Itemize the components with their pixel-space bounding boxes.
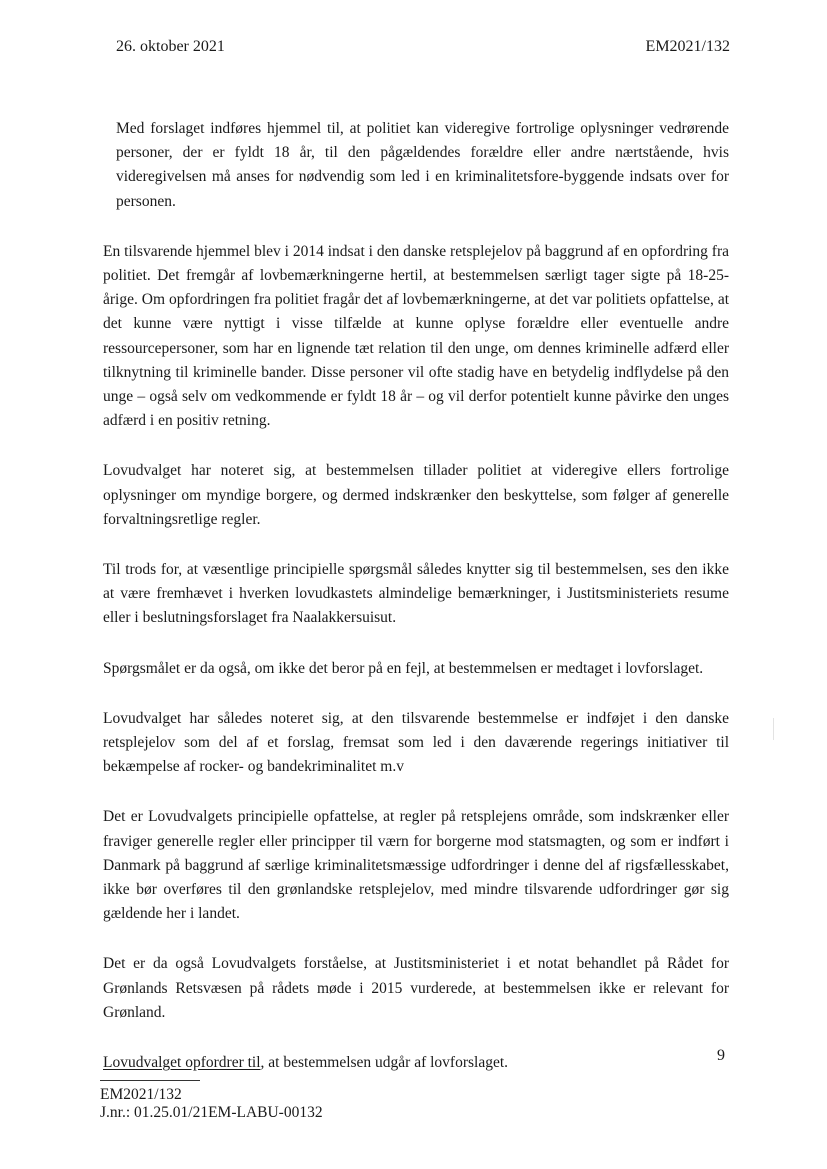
- header-document-id: EM2021/132: [645, 38, 730, 55]
- document-body: [103, 117, 729, 1101]
- paragraph-6: Lovudvalget har således noteret sig, at den tilsvarende bestemmelse er indføjet i den danske retsplejelov som del af et forslag, fremsat som led i den daværende regerings initiativer til bekæmpelse af rocker- og bandekriminalitet m.v: [103, 709, 729, 776]
- recommendation-paragraph: [103, 1051, 729, 1075]
- footer-document-id: EM2021/132: [100, 1086, 182, 1103]
- paragraph-5: Spørgsmålet er da også, om ikke det beror på en fejl, at bestemmelsen er medtaget i lovforslaget.: [103, 659, 704, 677]
- header-date: 26. oktober 2021: [116, 38, 225, 55]
- footer-divider: [100, 1080, 200, 1081]
- paragraph-7: Det er Lovudvalgets principielle opfattelse, at regler på retsplejens område, som indskrænker eller fraviger generelle regler eller principper til værn for borgerne mod statsmagten, og som er indført i Danmark på baggrund af særlige kriminalitetsmæssige udfordringer i denne del af rigsfællesskabet, ikke bør overføres til den grønlandske retsplejelov, med mindre tilsvarende udfordringer gør sig gældende her i landet.: [103, 808, 729, 923]
- recommendation-rest: , at bestemmelsen udgår af lovforslaget.: [260, 1054, 509, 1072]
- paragraph-8: Det er da også Lovudvalgets forståelse, at Justitsministeriet i et notat behandlet på Rådet for Grønlands Retsvæsen på rådets møde i 2015 vurderede, at bestemmelsen ikke er relevant for Grønland.: [103, 955, 729, 1021]
- paragraph-1: Med forslaget indføres hjemmel til, at politiet kan videregive fortrolige oplysninger vedrørende personer, der er fyldt 18 år, til den pågældendes forældre eller andre nærtstående, hvis videregivelsen må anses for nødvendig som led i en kriminalitetsfore-byggende indsats over for personen.: [116, 120, 729, 210]
- scan-artifact: [773, 718, 774, 740]
- footer-journal-number: J.nr.: 01.25.01/21EM-LABU-00132: [100, 1104, 323, 1121]
- paragraph-2: En tilsvarende hjemmel blev i 2014 indsat i den danske retsplejelov på baggrund af en opfordring fra politiet. Det fremgår af lovbemærkningerne hertil, at bestemmelsen særligt tager sigte på 18-25-årige. Om opfordringen fra politiet fragår det af lovbemærkningerne, at det var politiets opfattelse, at det kunne være nyttigt i visse tilfælde at kunne oplyse forældre eller eventuelle andre ressourcepersoner, som har en lignende tæt relation til den unge, om dennes kriminelle adfærd eller tilknytning til kriminelle bander. Disse personer vil ofte stadig have en betydelig indflydelse på den unge – også selv om vedkommende er fyldt 18 år – og vil derfor potentielt kunne påvirke den unges adfærd i en positiv retning.: [103, 242, 729, 430]
- paragraph-4: Til trods for, at væsentlige principielle spørgsmål således knytter sig til bestemmelsen, ses den ikke at være fremhævet i hverken lovudkastets almindelige bemærkninger, i Justitsministeriets resume eller i beslutningsforslaget fra Naalakkersuisut.: [103, 561, 729, 627]
- paragraph-3: Lovudvalget har noteret sig, at bestemmelsen tillader politiet at videregive ellers fortrolige oplysninger om myndige borgere, og dermed indskrænker den beskyttelse, som følger af generelle forvaltningsretlige regler.: [103, 462, 729, 528]
- page-number: 9: [717, 1047, 725, 1064]
- recommendation-underlined: Lovudvalget opfordrer til: [103, 1054, 261, 1072]
